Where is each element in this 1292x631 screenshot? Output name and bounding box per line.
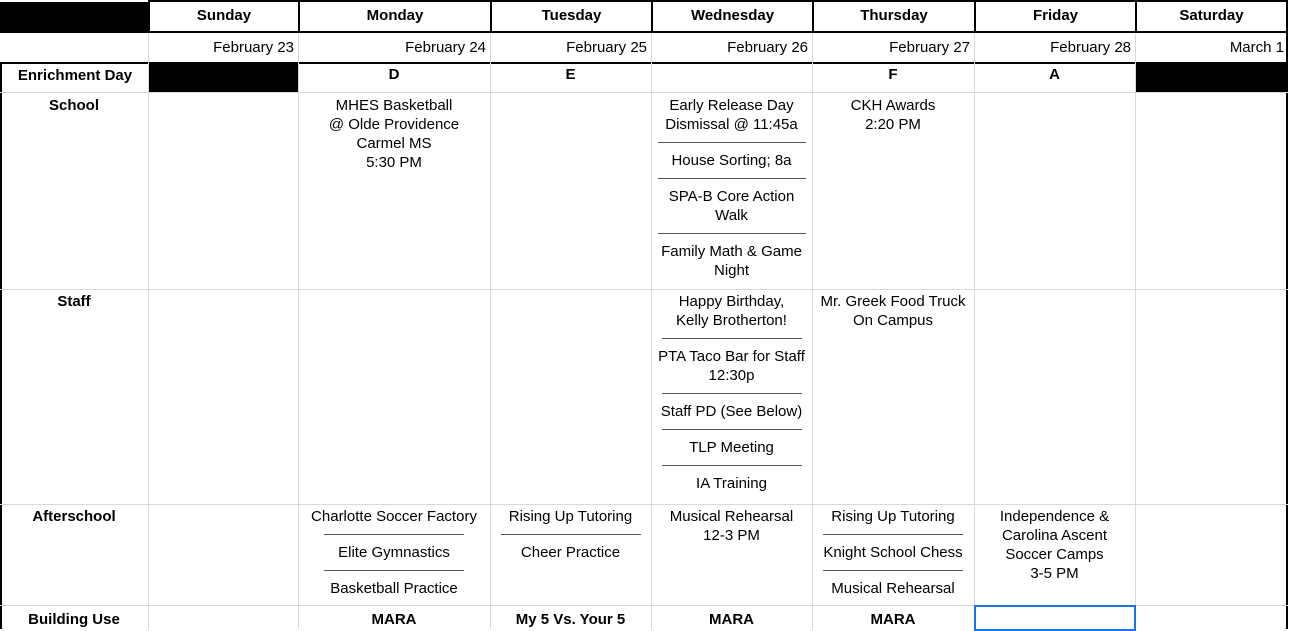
event-divider [501, 534, 641, 535]
event-item [653, 438, 810, 457]
event-line: Charlotte Soccer Factory [311, 508, 477, 525]
event-line: Rising Up Tutoring [831, 508, 955, 525]
row-label-building-use[interactable]: Building Use [28, 611, 120, 628]
event-line: CKH Awards [850, 97, 936, 114]
event-item [653, 402, 810, 421]
event-line: On Campus [852, 312, 934, 329]
event-line: 12-3 PM [703, 527, 760, 544]
afterschool-cell-tuesday[interactable] [490, 507, 651, 605]
event-item [653, 507, 810, 545]
event-divider [662, 429, 802, 430]
event-divider [658, 142, 806, 143]
event-item [653, 96, 810, 134]
event-line: Staff PD (See Below) [660, 403, 803, 420]
event-line: Musical Rehearsal [669, 508, 794, 525]
enrichment-cell-sunday[interactable] [148, 64, 298, 92]
staff-cell-thursday[interactable] [812, 292, 974, 502]
afterschool-cell-wednesday[interactable] [651, 507, 812, 605]
event-item [653, 292, 810, 330]
event-item [492, 543, 649, 562]
event-divider [662, 393, 802, 394]
event-line: 12:30p [708, 367, 755, 384]
row-label-staff[interactable]: Staff [57, 293, 91, 310]
event-divider [823, 570, 963, 571]
event-line: MHES Basketball [335, 97, 453, 114]
date-cell-saturday[interactable]: March 1 [1229, 39, 1284, 56]
date-cell-wednesday[interactable]: February 26 [727, 39, 808, 56]
event-item [653, 187, 810, 225]
school-cell-thursday[interactable] [812, 96, 974, 286]
event-line: Carmel MS [356, 135, 432, 152]
day-header-wednesday[interactable]: Wednesday [651, 2, 812, 33]
event-line: 3-5 PM [1030, 565, 1079, 582]
event-line: Happy Birthday, [678, 293, 785, 310]
afterschool-cell-monday[interactable] [298, 507, 490, 605]
enrichment-cell-tuesday[interactable]: E [565, 66, 576, 83]
event-divider [324, 534, 464, 535]
event-line: 2:20 PM [865, 116, 921, 133]
school-cell-wednesday[interactable] [651, 96, 812, 290]
event-line: Family Math & Game [661, 243, 802, 260]
row-label-school[interactable]: School [48, 97, 99, 114]
event-line: Musical Rehearsal [831, 580, 955, 597]
day-header-saturday[interactable]: Saturday [1135, 2, 1288, 33]
staff-cell-wednesday[interactable] [651, 292, 812, 504]
event-divider [662, 465, 802, 466]
event-line: Night [713, 262, 750, 279]
event-item [814, 579, 972, 598]
event-item [300, 579, 488, 598]
building-use-cell-monday[interactable]: MARA [371, 611, 417, 628]
event-item [814, 507, 972, 526]
event-line: Independence & [999, 508, 1110, 525]
date-cell-friday[interactable]: February 28 [1050, 39, 1131, 56]
event-item [492, 507, 649, 526]
event-item [300, 96, 488, 172]
date-cell-thursday[interactable]: February 27 [889, 39, 970, 56]
event-line: Dismissal @ 11:45a [665, 116, 798, 133]
event-line: Kelly Brotherton! [676, 312, 787, 329]
day-header-monday[interactable]: Monday [298, 2, 490, 33]
event-item [300, 507, 488, 526]
event-line: Elite Gymnastics [338, 544, 450, 561]
building-use-cell-tuesday[interactable]: My 5 Vs. Your 5 [515, 611, 626, 628]
event-item [653, 151, 810, 170]
day-header-friday[interactable]: Friday [974, 2, 1135, 33]
event-line: Basketball Practice [330, 580, 458, 597]
row-label-enrichment[interactable]: Enrichment Day [0, 64, 148, 92]
selected-cell-friday-building-use[interactable] [974, 605, 1136, 631]
event-line: SPA-B Core Action [668, 188, 795, 205]
day-header-tuesday[interactable]: Tuesday [490, 2, 651, 33]
event-divider [658, 178, 806, 179]
day-header-sunday[interactable]: Sunday [148, 2, 298, 33]
event-divider [662, 338, 802, 339]
enrichment-cell-monday[interactable]: D [388, 66, 400, 83]
event-line: Knight School Chess [823, 544, 963, 561]
event-divider [324, 570, 464, 571]
event-item [653, 242, 810, 280]
enrichment-cell-thursday[interactable]: F [888, 66, 898, 83]
event-line: Cheer Practice [520, 544, 621, 561]
event-line: Rising Up Tutoring [508, 508, 633, 525]
event-divider [658, 233, 806, 234]
corner-header-cell[interactable] [0, 2, 148, 33]
event-line: Carolina Ascent [1001, 527, 1108, 544]
enrichment-cell-wednesday[interactable] [651, 64, 812, 92]
event-line: Soccer Camps [1005, 546, 1104, 563]
enrichment-cell-saturday[interactable] [1135, 64, 1288, 92]
event-line: Mr. Greek Food Truck [820, 293, 966, 310]
building-use-cell-thursday[interactable]: MARA [870, 611, 916, 628]
event-item [300, 543, 488, 562]
building-use-cell-wednesday[interactable]: MARA [709, 611, 754, 628]
row-label-afterschool[interactable]: Afterschool [32, 508, 116, 525]
event-item [814, 292, 972, 330]
afterschool-cell-friday[interactable] [974, 507, 1135, 605]
date-cell-tuesday[interactable]: February 25 [566, 39, 647, 56]
enrichment-cell-friday[interactable]: A [1049, 66, 1060, 83]
event-line: Walk [715, 207, 748, 224]
event-item [814, 96, 972, 134]
school-cell-monday[interactable] [298, 96, 490, 286]
event-line: @ Olde Providence [328, 116, 460, 133]
event-item [976, 507, 1133, 583]
event-item [814, 543, 972, 562]
event-line: 5:30 PM [366, 154, 422, 171]
event-line: Early Release Day [669, 97, 794, 114]
event-line: TLP Meeting [689, 439, 774, 456]
day-header-thursday[interactable]: Thursday [812, 2, 974, 33]
event-item [653, 347, 810, 385]
date-cell-sunday[interactable]: February 23 [213, 39, 294, 56]
event-divider [823, 534, 963, 535]
event-line: IA Training [696, 475, 767, 492]
date-cell-monday[interactable]: February 24 [405, 39, 486, 56]
event-item [653, 474, 810, 493]
event-line: House Sorting; 8a [671, 152, 792, 169]
event-line: PTA Taco Bar for Staff [658, 348, 805, 365]
afterschool-cell-thursday[interactable] [812, 507, 974, 605]
